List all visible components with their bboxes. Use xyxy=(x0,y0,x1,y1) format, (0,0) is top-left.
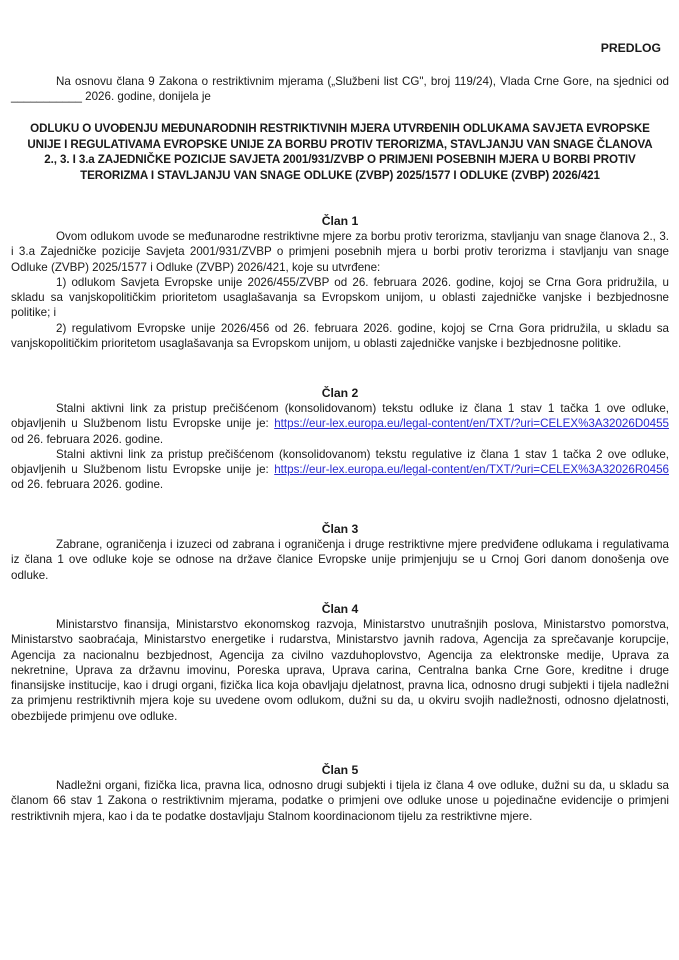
article-heading: Član 1 xyxy=(321,214,359,228)
article-4 xyxy=(11,601,669,724)
article-5 xyxy=(11,762,669,824)
eur-lex-link-decision[interactable]: https://eur-lex.europa.eu/legal-content/en/TXT/?uri=CELEX%3A32026D0455 xyxy=(274,417,669,431)
article-paragraph: Nadležni organi, fizička lica, pravna lica, odnosno drugi subjekti i tijela iz člana 4 ove odluke, dužni su da, u skladu sa članom 66 stav 1 Zakona o restriktivnim mjerama, podatke o primjeni ove odluke unose u pojedinačne evidencije o primjeni restriktivnih mjera, kao i da te podatke dostavljaju Stalnom koordinacionom tijelu za restriktivne mjere. xyxy=(11,779,669,823)
article-paragraph: Stalni aktivni link za pristup prečišćenom (konsolidovanom) tekstu odluke iz člana 1 stav 1 tačka 1 ove odluke, objavljenih u Službenom listu Evropske unije je: https://eur-lex.europa.eu/legal-content/en/TXT/?uri=CELEX%3A32026D0455 od 26. februara 2026. godine. xyxy=(11,402,669,446)
article-3 xyxy=(11,521,669,583)
preamble-text: Na osnovu člana 9 Zakona o restriktivnim mjerama („Službeni list CG", broj 119/24), Vlada Crne Gore, na sjednici od ___________ 2026. godine, donijela je xyxy=(11,75,669,104)
article-paragraph: Zabrane, ograničenja i izuzeci od zabrana i ograničenja i druge restriktivne mjere predviđene odlukama i regulativama iz člana 1 ove odluke koje se odnose na države članice Evropske unije primjenjuju se u Crnoj Gori danom donošenja ove odluke. xyxy=(11,538,669,582)
draft-label: PREDLOG xyxy=(600,41,661,55)
preamble xyxy=(11,74,669,105)
article-heading: Član 4 xyxy=(321,602,359,616)
article-heading: Član 2 xyxy=(321,386,359,400)
article-paragraph: Ministarstvo finansija, Ministarstvo ekonomskog razvoja, Ministarstvo unutrašnjih poslova, Ministarstvo pomorstva, Ministarstvo saobraćaja, Ministarstvo energetike i rudarstva, Ministarstvo javnih radova, Agencija za sprečavanje korupcije, Agencija za nacionalnu bezbjednost, Agencija za civilno vazduhoplovstvo, Agencija za elektronske medije, Uprava za nekretnine, Uprava za državnu imovinu, Poreska uprava, Uprava carina, Centralna banka Crne Gore, kreditne i druge finansijske institucije, kao i drugi organi, fizička lica koja obavljaju djelatnost, pravna lica, odnosno drugi subjekti i tijela nadležni za primjenu restriktivnih mjera koje su uvedene ovom odlukom, dužni su da, u okviru svojih nadležnosti, odnosno djelatnosti, obezbijede primjenu ove odluke. xyxy=(11,618,669,723)
article-paragraph: 2) regulativom Evropske unije 2026/456 od 26. februara 2026. godine, kojoj se Crna Gora pridružila, u skladu sa vanjskopolitičkim prioritetom usaglašavanja sa Evropskom unijom, u oblasti zajedničke vanjske i bezbjednosne politike. xyxy=(11,321,669,351)
article-paragraph: Ovom odlukom uvode se međunarodne restriktivne mjere za borbu protiv terorizma, stavljanju van snage članova 2., 3. i 3.a Zajedničke pozicije Savjeta 2001/931/ZVBP o primjeni posebnih mjera u borbi protiv terorizma i stavljanju van snage Odluke (ZVBP) 2025/1577 i Odluke (ZVBP) 2026/421, koje su utvrđene: xyxy=(11,230,669,274)
article-heading: Član 5 xyxy=(321,763,359,777)
eur-lex-link-regulation[interactable]: https://eur-lex.europa.eu/legal-content/en/TXT/?uri=CELEX%3A32026R0456 xyxy=(274,463,669,477)
decision-title-block xyxy=(20,121,660,183)
article-1 xyxy=(11,213,669,351)
article-heading: Član 3 xyxy=(321,522,359,536)
date-blank: ___________ xyxy=(11,90,82,104)
article-paragraph: 1) odlukom Savjeta Evropske unije 2026/455/ZVBP od 26. februara 2026. godine, kojoj se Crna Gora pridružila, u skladu sa vanjskopolitičkim prioritetom usaglašavanja sa Evropskom unijom, u oblasti zajedničke vanjske i bezbjednosne politike; i xyxy=(11,275,669,320)
decision-title: ODLUKU O UVOĐENJU MEĐUNARODNIH RESTRIKTIVNIH MJERA UTVRĐENIH ODLUKAMA SAVJETA EVROPSKE UNIJE I REGULATIVAMA EVROPSKE UNIJE ZA BORBU PROTIV TERORIZMA, STAVLJANJU VAN SNAGE ČLANOVA 2., 3. I 3.a ZAJEDNIČKE POZICIJE SAVJETA 2001/931/ZVBP O PRIMJENI POSEBNIH MJERA U BORBI PROTIV TERORIZMA I STAVLJANJU VAN SNAGE ODLUKE (ZVBP) 2025/1577 I ODLUKE (ZVBP) 2026/421 xyxy=(27,122,653,182)
article-paragraph: Stalni aktivni link za pristup prečišćenom (konsolidovanom) tekstu regulative iz člana 1 stav 1 tačka 2 ove odluke, objavljenih u Službenom listu Evropske unije je: https://eur-lex.europa.eu/legal-content/en/TXT/?uri=CELEX%3A32026R0456 od 26. februara 2026. godine. xyxy=(11,447,669,492)
article-2 xyxy=(11,385,669,493)
